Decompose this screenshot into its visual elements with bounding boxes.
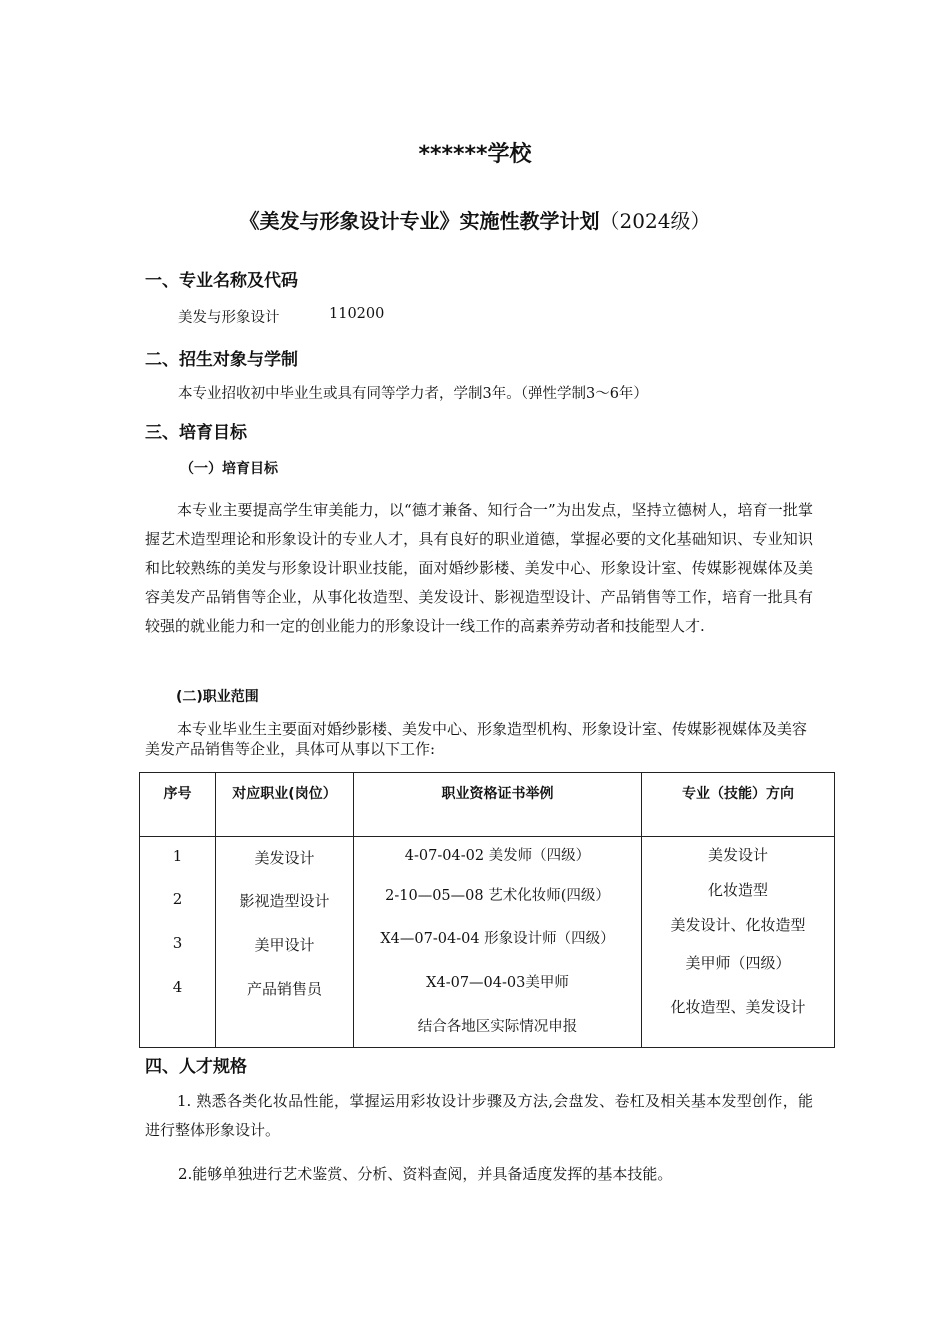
- section-3-heading: 三、培育目标: [145, 423, 247, 443]
- certificate-4: X4-07—04-03美甲师: [426, 975, 569, 991]
- certificate-cell: [354, 837, 642, 1048]
- direction-5: 化妆造型、美发设计: [670, 998, 806, 1016]
- spec-item-1-text: 1. 熟悉各类化妆品性能，掌握运用彩妆设计步骤及方法,会盘发、卷杠及相关基本发型创作，能进行整体形象设计。: [145, 1092, 813, 1139]
- serial-cell: [140, 837, 216, 1048]
- school-name: ******学校: [418, 142, 532, 167]
- career-table: [139, 772, 835, 1048]
- direction-3: 美发设计、化妆造型: [670, 916, 806, 934]
- direction-2: 化妆造型: [707, 881, 768, 899]
- serial-3: 3: [172, 934, 183, 952]
- serial-1: 1: [172, 847, 183, 865]
- position-3: 美甲设计: [254, 936, 315, 954]
- goal-paragraph: [145, 496, 813, 641]
- position-cell: [216, 837, 354, 1048]
- major-name: 美发与形象设计: [178, 310, 280, 326]
- subsection-goal-heading: （一）培育目标: [180, 461, 278, 477]
- enrollment-text: 本专业招收初中毕业生或具有同等学力者，学制3年。（弹性学制3～6年）: [178, 386, 648, 402]
- certificate-5: 结合各地区实际情况申报: [417, 1019, 578, 1035]
- header-certificate: 职业资格证书举例: [354, 773, 642, 837]
- position-4: 产品销售员: [246, 980, 322, 998]
- major-code: 110200: [329, 306, 385, 322]
- subsection-scope-heading: (二)职业范围: [176, 689, 259, 705]
- table-row: [140, 837, 835, 1048]
- spec-item-2: 2.能够单独进行艺术鉴赏、分析、资料查阅，并具备适度发挥的基本技能。: [178, 1165, 673, 1183]
- direction-cell: [642, 837, 835, 1048]
- title-main: 《美发与形象设计专业》实施性教学计划: [239, 209, 600, 233]
- goal-text: 本专业主要提高学生审美能力，以“德才兼备、知行合一”为出发点，坚持立德树人，培育一批掌握艺术造型理论和形象设计的专业人才，具有良好的职业道德，掌握必要的文化基础知识、专业知识和比较熟练的美发与形象设计职业技能，面对婚纱影楼、美发中心、形象设计室、传媒影视媒体及美容美发产品销售等企业，从事化妆造型、美发设计、影视造型设计、产品销售等工作，培育一批具有较强的就业能力和一定的创业能力的形象设计一线工作的高素养劳动者和技能型人才.: [145, 501, 813, 635]
- certificate-2: 2-10—05—08 艺术化妆师(四级）: [385, 888, 610, 904]
- position-1: 美发设计: [254, 849, 315, 867]
- title-year: （2024级）: [599, 209, 711, 233]
- section-4-heading: 四、人才规格: [145, 1057, 247, 1077]
- direction-1: 美发设计: [707, 846, 768, 864]
- scope-text: 本专业毕业生主要面对婚纱影楼、美发中心、形象造型机构、形象设计室、传媒影视媒体及美容美发产品销售等企业，具体可从事以下工作:: [145, 720, 808, 758]
- scope-paragraph: [145, 719, 813, 759]
- header-position: 对应职业(岗位）: [216, 773, 354, 837]
- table-header-row: [140, 773, 835, 837]
- header-direction: 专业（技能）方向: [642, 773, 835, 837]
- spec-item-1: [145, 1087, 813, 1145]
- serial-2: 2: [172, 890, 183, 908]
- serial-4: 4: [172, 978, 183, 996]
- certificate-3: X4—07-04-04 形象设计师（四级）: [380, 931, 615, 947]
- certificate-1: 4-07-04-02 美发师（四级）: [404, 848, 591, 864]
- section-1-heading: 一、专业名称及代码: [145, 271, 298, 291]
- document-title: [0, 205, 950, 234]
- section-2-heading: 二、招生对象与学制: [145, 350, 298, 370]
- position-2: 影视造型设计: [239, 892, 330, 910]
- direction-4: 美甲师（四级）: [685, 954, 791, 972]
- header-serial: 序号: [140, 773, 216, 837]
